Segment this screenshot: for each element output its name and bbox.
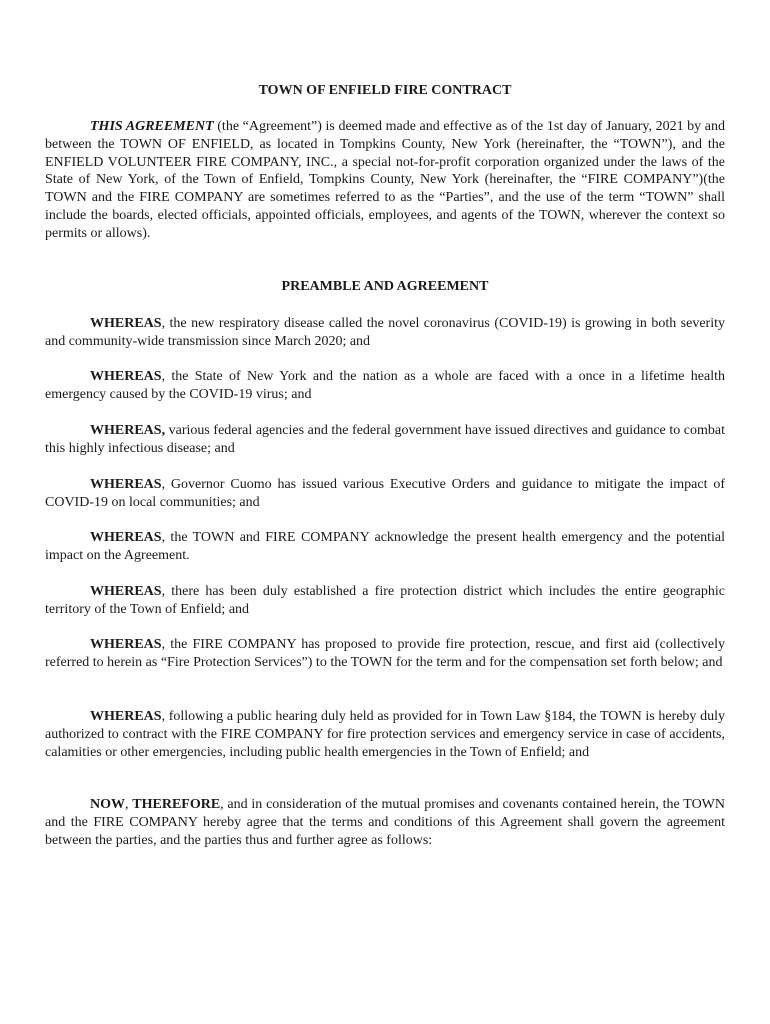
closing-separator: ,	[125, 797, 133, 812]
closing-paragraph	[45, 796, 725, 849]
whereas-paragraph-4	[45, 476, 725, 512]
intro-lead: THIS AGREEMENT	[90, 119, 214, 134]
whereas-paragraph-3	[45, 422, 725, 458]
whereas-text: , the new respiratory disease called the novel coronavirus (COVID-19) is growing in both severity and community-wide transmission since March 2020; and	[45, 316, 725, 349]
whereas-text: , there has been duly established a fire protection district which includes the entire geographic territory of the Town of Enfield; and	[45, 584, 725, 617]
whereas-paragraph-8	[45, 708, 725, 761]
whereas-paragraph-5	[45, 529, 725, 565]
whereas-paragraph-1	[45, 315, 725, 351]
closing-text: , and in consideration of the mutual promises and covenants contained herein, the TOWN and the FIRE COMPANY hereby agree that the terms and conditions of this Agreement shall govern the agreement between the parties, and the parties thus and further agree as follows:	[45, 797, 725, 848]
closing-lead-now: NOW	[90, 797, 125, 812]
document-title: TOWN OF ENFIELD FIRE CONTRACT	[258, 83, 512, 98]
whereas-lead: WHEREAS	[90, 637, 162, 652]
whereas-lead: WHEREAS,	[90, 423, 166, 438]
closing-lead-therefore: THEREFORE	[132, 797, 221, 812]
whereas-lead: WHEREAS	[90, 369, 162, 384]
section-heading: PREAMBLE AND AGREEMENT	[281, 279, 489, 294]
whereas-text: , the FIRE COMPANY has proposed to provide fire protection, rescue, and first aid (collectively referred to herein as “Fire Protection Services”) to the TOWN for the term and for the compensation set forth below; and	[45, 637, 725, 670]
whereas-text: , the TOWN and FIRE COMPANY acknowledge the present health emergency and the potential impact on the Agreement.	[45, 530, 725, 563]
whereas-paragraph-6	[45, 583, 725, 619]
whereas-lead: WHEREAS	[90, 477, 162, 492]
whereas-lead: WHEREAS	[90, 530, 162, 545]
document-page	[45, 0, 725, 1024]
whereas-lead: WHEREAS	[90, 584, 162, 599]
whereas-lead: WHEREAS	[90, 709, 162, 724]
whereas-text: various federal agencies and the federal government have issued directives and guidance to combat this highly infectious disease; and	[45, 423, 725, 456]
whereas-text: , following a public hearing duly held as provided for in Town Law §184, the TOWN is hereby duly authorized to contract with the FIRE COMPANY for fire protection services and emergency service in case of accidents, calamities or other emergencies, including public health emergencies in the Town of Enfield; and	[45, 709, 725, 760]
whereas-text: , the State of New York and the nation as a whole are faced with a once in a lifetime health emergency caused by the COVID-19 virus; and	[45, 369, 725, 402]
whereas-paragraph-2	[45, 368, 725, 404]
intro-paragraph	[45, 118, 725, 243]
whereas-paragraph-7	[45, 636, 725, 672]
intro-text: (the “Agreement”) is deemed made and effective as of the 1st day of January, 2021 by and between the TOWN OF ENFIELD, as located in Tompkins County, New York (hereinafter, the “TOWN”), and the ENFIELD VOLUNTEER FIRE COMPANY, INC., a special not-for-profit corporation organized under the laws of the State of New York, of the Town of Enfield, Tompkins County, New York (hereinafter, the “FIRE COMPANY”)(the TOWN and the FIRE COMPANY are sometimes referred to as the “Parties”, and the use of the term “TOWN” shall include the boards, elected officials, appointed officials, employees, and agents of the TOWN, wherever the context so permits or allows).	[45, 119, 725, 241]
whereas-text: , Governor Cuomo has issued various Executive Orders and guidance to mitigate the impact of COVID-19 on local communities; and	[45, 477, 725, 510]
whereas-lead: WHEREAS	[90, 316, 162, 331]
